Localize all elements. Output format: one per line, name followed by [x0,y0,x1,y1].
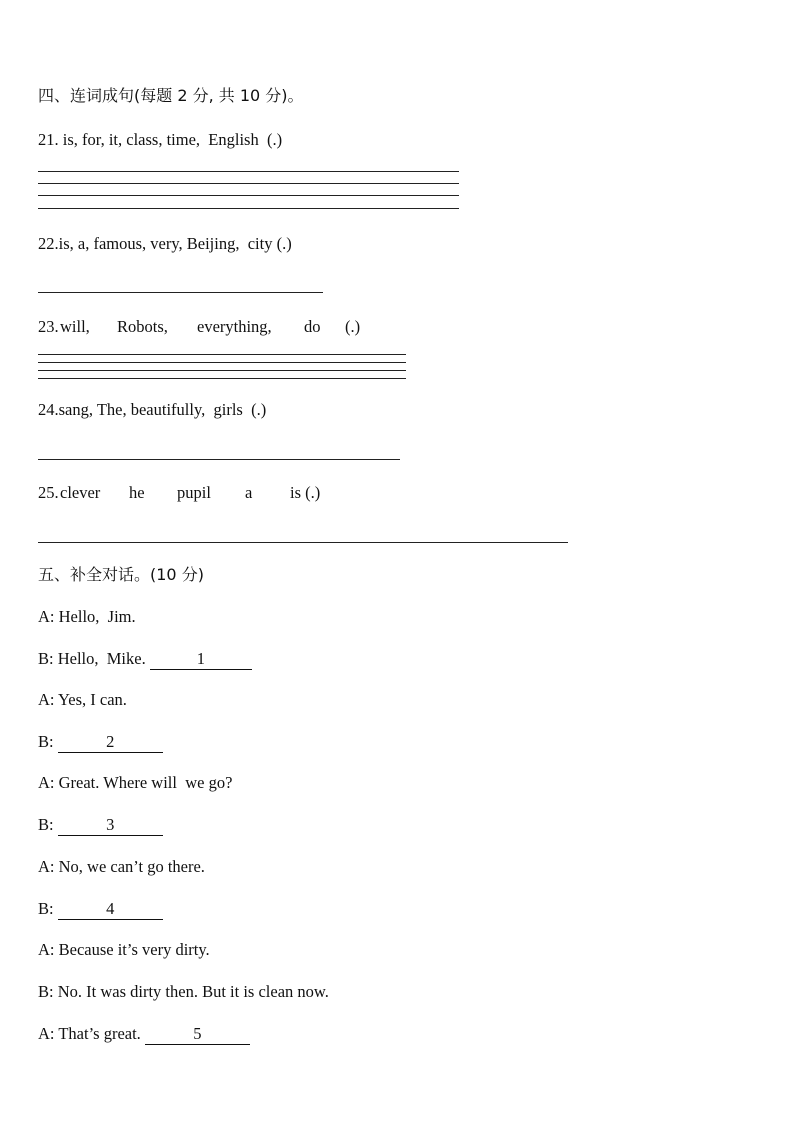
question-words: is, a, famous, very, Beijing, city (.) [58,234,292,253]
question-number: 23. [38,317,59,336]
speaker-label: B: [38,732,54,751]
speaker-label: A: [38,940,55,959]
speaker-label: A: [38,690,55,709]
speaker-label: B: [38,649,54,668]
answer-line[interactable] [38,459,400,460]
answer-line[interactable] [38,354,406,355]
speaker-label: B: [38,815,54,834]
blank-5[interactable]: 5 [145,1024,250,1045]
question-number: 24. [38,400,59,419]
answer-line[interactable] [38,362,406,363]
blank-1[interactable]: 1 [150,649,252,670]
dialogue-line [38,899,163,920]
dialogue-text: Yes, I can. [58,690,127,709]
word: pupil [177,483,211,502]
dialogue-text: That’s great. [58,1024,141,1043]
question-22 [38,234,292,254]
speaker-label: B: [38,899,54,918]
question-words: sang, The, beautifully, girls (.) [58,400,267,419]
word: Robots, [117,317,168,336]
dialogue-line [38,982,329,1002]
question-number: 25. [38,483,59,502]
question-number: 22. [38,234,59,253]
word: will, [60,317,90,336]
dialogue-line [38,732,163,753]
blank-3[interactable]: 3 [58,815,163,836]
answer-line[interactable] [38,378,406,379]
dialogue-text: Hello, Mike. [57,649,146,668]
question-number: 21. [38,130,59,149]
speaker-label: A: [38,607,55,626]
answer-line[interactable] [38,370,406,371]
answer-line[interactable] [38,195,459,196]
dialogue-line [38,815,163,836]
dialogue-line [38,940,210,960]
answer-line[interactable] [38,183,459,184]
word: is (.) [290,483,321,502]
dialogue-text: No. It was dirty then. But it is clean now. [57,982,329,1001]
dialogue-line [38,857,205,877]
word: clever [60,483,101,502]
answer-line[interactable] [38,171,459,172]
dialogue-text: Because it’s very dirty. [58,940,210,959]
blank-2[interactable]: 2 [58,732,163,753]
question-21 [38,130,282,150]
section-5-title: 五、补全对话。(10 分) [38,565,204,584]
speaker-label: A: [38,773,55,792]
word: do [304,317,321,336]
speaker-label: B: [38,982,54,1001]
blank-4[interactable]: 4 [58,899,163,920]
answer-line[interactable] [38,542,568,543]
speaker-label: A: [38,1024,55,1043]
question-words: is, for, it, class, time, English (.) [62,130,283,149]
dialogue-line [38,690,127,710]
word: (.) [345,317,361,336]
word: everything, [197,317,272,336]
answer-line[interactable] [38,292,323,293]
speaker-label: A: [38,857,55,876]
dialogue-line [38,649,252,670]
dialogue-line [38,607,136,627]
word: he [129,483,145,502]
dialogue-text: Hello, Jim. [58,607,136,626]
answer-line[interactable] [38,208,459,209]
dialogue-text: No, we can’t go there. [58,857,205,876]
section-4-title: 四、连词成句(每题 2 分, 共 10 分)。 [38,86,304,105]
dialogue-text: Great. Where will we go? [58,773,233,792]
word: a [245,483,253,502]
dialogue-line [38,1024,250,1045]
question-24 [38,400,266,420]
dialogue-line [38,773,232,793]
